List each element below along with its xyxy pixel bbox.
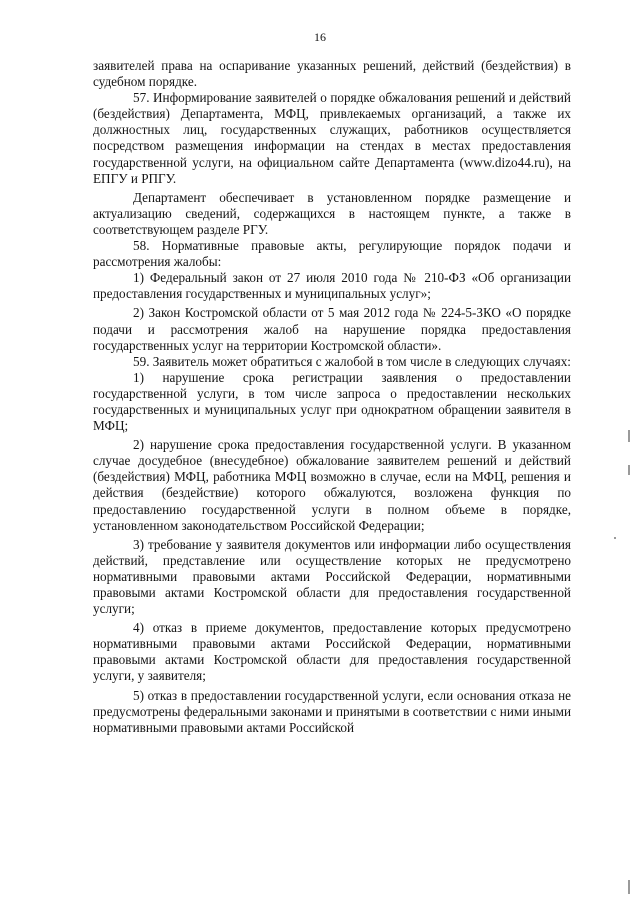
document-body [93,58,571,736]
paragraph: заявителей права на оспаривание указанных решений, действий (бездействия) в судебном порядке. [93,58,571,90]
paragraph: 1) нарушение срока регистрации заявления о предоставлении государственной услуги, в том числе запроса о предоставлении нескольких государственных и муниципальных услуг при однократном обращении заявителя в МФЦ; [93,369,571,434]
paragraph: 2) Закон Костромской области от 5 мая 2012 года № 224-5-ЗКО «О порядке подачи и рассмотрения жалоб на нарушение порядка предоставления государственных услуг на территории Костромской области». [93,305,571,353]
paragraph: 59. Заявитель может обратиться с жалобой в том числе в следующих случаях: [133,353,571,369]
paragraph: 5) отказ в предоставлении государственной услуги, если основания отказа не предусмотрены федеральными законами и принятыми в соответствии с ними иными нормативными правовыми актами Российской [93,687,571,735]
paragraph: 3) требование у заявителя документов или информации либо осуществления действий, представление или осуществление которых не предусмотрено нормативными правовыми актами Российской Федерации, нормативными правовыми актами Костромской области для предоставления государственной услуги; [93,536,571,617]
scan-edge-mark [628,465,630,475]
paragraph: 57. Информирование заявителей о порядке обжалования решений и действий (бездействия) Департамента, МФЦ, привлекаемых организаций, а также их должностных лиц, государственных служащих, работников осуществляется посредством размещения информации на стендах в местах предоставления государственной услуги, на официальном сайте Департамента (www.dizo44.ru), на ЕПГУ и РПГУ. [93,90,571,186]
paragraph: Департамент обеспечивает в установленном порядке размещение и актуализацию сведений, содержащихся в настоящем пункте, а также в соответствующем разделе РГУ. [93,189,571,237]
scan-edge-mark [628,430,630,442]
scan-dot [614,537,616,539]
paragraph: 58. Нормативные правовые акты, регулирующие порядок подачи и рассмотрения жалобы: [93,238,571,270]
paragraph: 4) отказ в приеме документов, предоставление которых предусмотрено нормативными правовыми актами Российской Федерации, нормативными правовыми актами Костромской области для предоставления государственной услуги, у заявителя; [93,620,571,684]
paragraph: 2) нарушение срока предоставления государственной услуги. В указанном случае досудебное (внесудебное) обжалование заявителем решений и действий (бездействия) МФЦ, работника МФЦ возможно в случае, если на МФЦ, решения и действия (бездействие) которого обжалуются, возложена функция по предоставлению государственной услуги в полном объеме в порядке, установленном законодательством Российской Федерации; [93,437,571,533]
page-number: 16 [314,30,326,44]
scan-edge-mark [628,880,630,894]
paragraph: 1) Федеральный закон от 27 июля 2010 года № 210-ФЗ «Об организации предоставления государственных и муниципальных услуг»; [93,270,571,302]
